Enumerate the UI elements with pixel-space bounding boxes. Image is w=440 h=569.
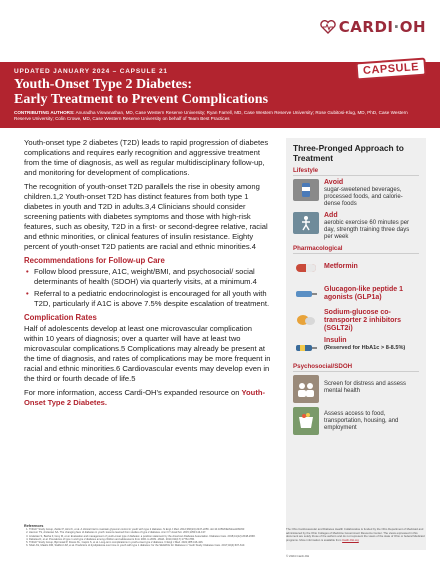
pill-icon: [293, 309, 319, 331]
psych-item-access: [293, 407, 419, 435]
counseling-icon: [293, 375, 319, 403]
soda-can-icon: [293, 179, 319, 201]
recommendations-list: [24, 267, 272, 309]
reference-item: 2. Hannon TS, Arslanian SA. The changing face of diabetes in youth: lessons learned from studies of type 2 diabetes. Ann N Y Acad Sci. 2015;1353:113-137.: [29, 531, 274, 534]
lifestyle-item-add: [293, 212, 419, 241]
contributing-authors: [14, 110, 426, 122]
reference-item: 6. Shah AS, Maahs DM, Stafford JM, et al. Predictors of dyslipidemia over time in youth with type 1 diabetes: for the SEARCH for Diabetes in Youth Study. Diabetes Care. 2017;40(4):607-613.: [29, 544, 274, 547]
item-heading: Avoid: [324, 179, 344, 186]
item-heading: Sodium-glucose co-transporter 2 inhibitors (SGLT2i): [324, 309, 402, 332]
reference-item: 3. Arslanian S, Bacha F, Grey M, et al. Evaluation and management of youth-onset type 2 diabetes: a position statement by the American Diabetes Association. Diabetes Care. 2018;41(12):2648-2668.: [29, 535, 274, 538]
heart-logo-icon: [320, 20, 336, 34]
pharma-item-sglt2i: [293, 309, 419, 333]
cardi-oh-logo: [320, 18, 426, 36]
pharma-item-glp1a: [293, 283, 419, 305]
document-title: [14, 77, 426, 107]
recognition-paragraph: The recognition of youth-onset T2D parallels the rise in obesity among children.1,2 Youth-onset T2D has distinct features from both type 1 diabetes in youth and T2D in adults.3,4 Clinicians should consider screening patients with diabetes symptoms and those with high-risk features, such as obesity, T2D in a first- or second-degree relative, racial and ethnic minorities, or clinical features of insulin resistance. Eighty percent of youth-onset T2D patients are racial and ethnic minorities.4: [24, 182, 268, 251]
title-line-1: Youth-Onset Type 2 Diabetes:: [14, 77, 192, 92]
resource-paragraph: [24, 388, 272, 408]
copyright: © 2024 Cardi-OH: [286, 554, 310, 558]
cardi-oh-link[interactable]: Cardi-OH.org: [342, 537, 359, 542]
treatment-sidebar: [286, 138, 426, 550]
capsule-stamp: CAPSULE: [355, 58, 426, 81]
title-line-2: Early Treatment to Prevent Complications: [14, 92, 269, 107]
exercise-icon: [293, 212, 319, 234]
psych-item-distress: [293, 375, 419, 403]
pharmacological-section-label: Pharmacological: [293, 245, 419, 254]
injection-pen-icon: [293, 283, 319, 305]
recommendations-heading: Recommendations for Follow-up Care: [24, 256, 165, 265]
top-bar: [0, 0, 440, 62]
pill-icon: [293, 257, 319, 279]
item-text: sugar-sweetened beverages, processed foods, and calorie-dense foods: [324, 187, 403, 207]
intro-paragraph: Youth-onset type 2 diabetes (T2D) leads to rapid progression of diabetes complications and requires early recognition and aggressive treatment from the time of diagnosis, as well as regular multidisciplinary follow-up, and monitoring for development of complications.: [24, 138, 269, 177]
funding-note: [286, 528, 426, 542]
item-text: Assess access to food, transportation, housing, and employment: [324, 411, 399, 431]
item-text: (Reserved for HbA1c > 8-8.5%): [324, 345, 406, 351]
list-item: • Referral to a pediatric endocrinologist is encouraged for all youth with T2D, particularly if A1C is above 7.5% despite escalation of treatment.: [24, 289, 272, 309]
complications-heading: Complication Rates: [24, 313, 97, 322]
resource-link[interactable]: Youth-Onset Type 2 Diabetes.: [24, 388, 266, 407]
list-item: • Follow blood pressure, A1C, weight/BMI, and psychosocial/ social determinants of health (SDOH) via quarterly visits, at a minimum.4: [24, 267, 272, 287]
lifestyle-section-label: Lifestyle: [293, 167, 419, 176]
item-heading: Glucagon-like peptide 1 agonists (GLP1a): [324, 286, 403, 301]
reference-item: 1. TODAY Study Group, Zeitler P, Hirst K, et al. A clinical trial to maintain glycemic control in youth with type 2 diabetes. N Engl J Med. 2012;366(24):2247-2256. doi:10.1056/NEJMoa1109333: [29, 528, 274, 531]
contrib-label: CONTRIBUTING AUTHORS:: [14, 110, 75, 115]
references-list: [24, 528, 274, 548]
complications-paragraph: Half of adolescents develop at least one microvascular complication within 10 years of diagnosis; over a quarter will have at least two microvascular complications.5 Complications may already be present at the time of diagnosis, and rates of complications may be more frequent in racial and ethnic minorities.6 Cardiovascular events may develop even in the third or fourth decade of life.5: [24, 324, 271, 383]
item-heading: Insulin: [324, 337, 347, 344]
psychosocial-section-label: Psychosocial/SDOH: [293, 363, 419, 372]
contrib-text: Anuradha Viswanathan, MD, Case Western Reserve University; Ryan Farrell, MD, Case Western Reserve University; Rose Gubitosi-Klug, MD, PhD, Case Western Reserve University; Colin Crowe, MD, Case Western Reserve University on behalf of Team Best Practices: [14, 110, 408, 121]
item-text: Screen for distress and assess mental health: [324, 381, 407, 394]
references-title: References: [24, 524, 44, 528]
item-heading: Metformin: [324, 263, 358, 270]
references: [24, 524, 274, 548]
lifestyle-item-avoid: [293, 179, 419, 208]
reference-item: 4. Dabelea D, et al. Prevalence of type 1 and type 2 diabetes among children and adolescents from 2001 to 2009. JAMA. 2014;311(17):1778-1786.: [29, 538, 274, 541]
pharma-item-insulin: [293, 337, 419, 359]
grocery-icon: [293, 407, 319, 435]
update-line: UPDATED JANUARY 2024 – CAPSULE 21: [14, 68, 168, 75]
sidebar-title: Three-Pronged Approach to Treatment: [293, 143, 404, 163]
pharma-item-metformin: [293, 257, 419, 279]
resource-text: For more information, access Cardi-OH's expanded resource on: [24, 388, 242, 397]
insulin-pen-icon: [293, 337, 319, 359]
reference-item: 5. TODAY Study Group, Bjornstad P, Drews KL, Caprio S, et al. Long-term complications in youth-onset type 2 diabetes. N Engl J Med. 2021;385:416-426.: [29, 541, 274, 544]
logo-text: CARDI·OH: [338, 18, 426, 36]
item-heading: Add: [324, 212, 338, 219]
item-text: aerobic exercise 60 minutes per day, strength training three days per week: [324, 220, 410, 240]
main-content: [24, 138, 272, 412]
funding-text: The Ohio Cardiovascular and Diabetes Health Collaborative is funded by the Ohio Department of Medicaid and administered by the Ohio Colleges of Medicine Government Resource Center. The views expressed in this document are solely those of the authors and do not represent the views of the state of Ohio or federal Medicaid programs. More information is available from: [286, 527, 425, 542]
